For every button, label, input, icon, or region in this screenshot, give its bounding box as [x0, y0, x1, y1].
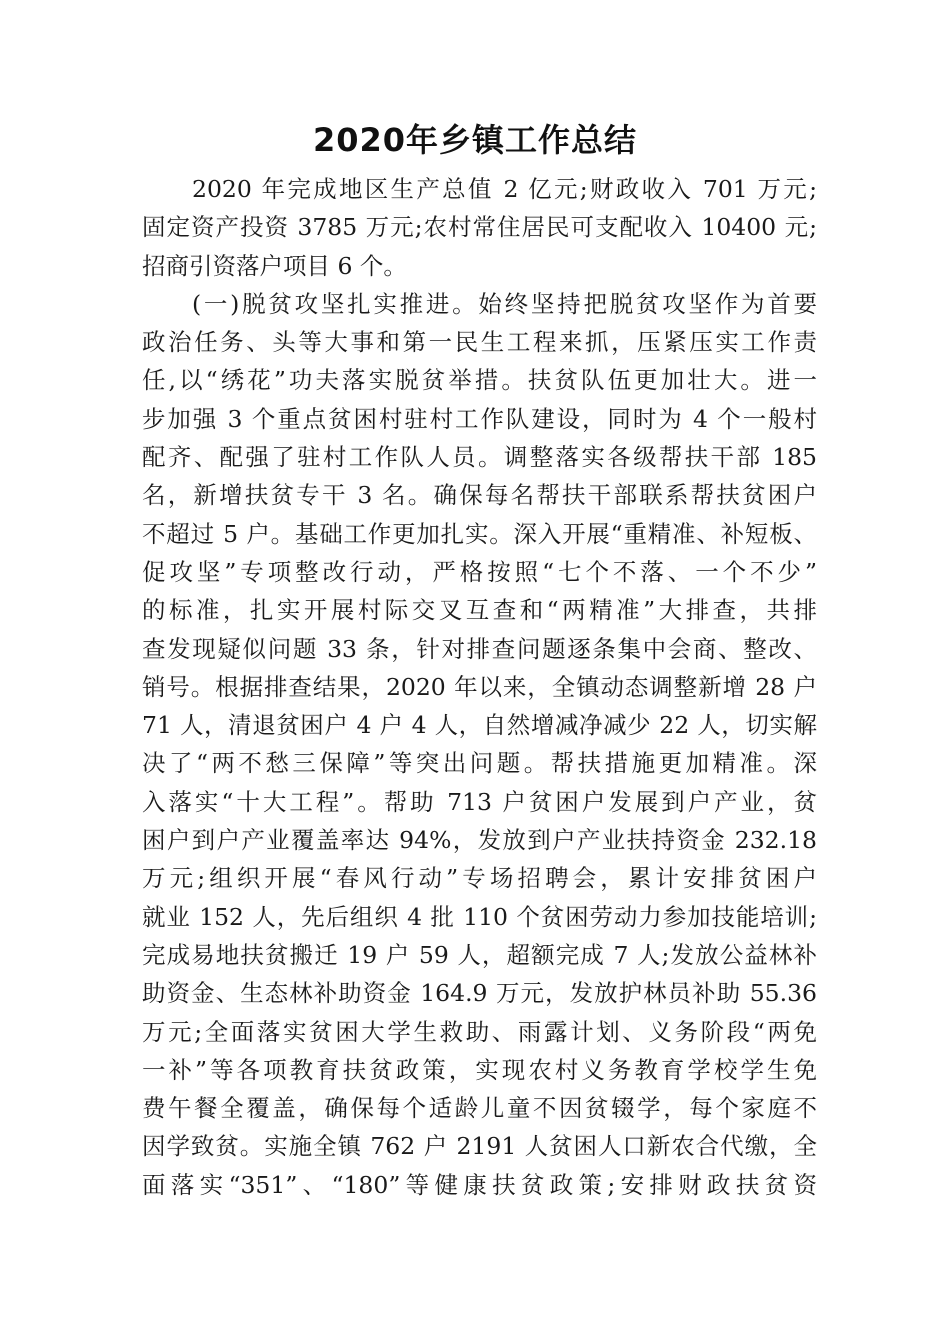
paragraph-line: 任,以“绣花”功夫落实脱贫举措。扶贫队伍更加壮大。进一: [142, 366, 817, 395]
paragraph-line: 销号。根据排查结果，2020 年以来，全镇动态调整新增 28 户: [142, 672, 817, 701]
paragraph-line: (一)脱贫攻坚扎实推进。始终坚持把脱贫攻坚作为首要: [192, 289, 817, 318]
paragraph-line: 政治任务、头等大事和第一民生工程来抓，压紧压实工作责: [142, 328, 817, 357]
paragraph-line: 决了“两不愁三保障”等突出问题。帮扶措施更加精准。深: [142, 749, 817, 778]
paragraph-line: 万元;组织开展“春风行动”专场招聘会，累计安排贫困户: [142, 864, 817, 893]
paragraph-line: 促攻坚”专项整改行动，严格按照“七个不落、一个不少”: [142, 557, 817, 586]
paragraph-line: 完成易地扶贫搬迁 19 户 59 人，超额完成 7 人;发放公益林补: [142, 940, 817, 969]
paragraph-line: 查发现疑似问题 33 条，针对排查问题逐条集中会商、整改、: [142, 634, 817, 663]
paragraph-summary: [142, 170, 817, 285]
paragraph-line: 步加强 3 个重点贫困村驻村工作队建设，同时为 4 个一般村: [142, 404, 817, 433]
paragraph-line: 固定资产投资 3785 万元;农村常住居民可支配收入 10400 元;: [142, 213, 817, 242]
paragraph-line: 入落实“十大工程”。帮助 713 户贫困户发展到户产业，贫: [142, 787, 817, 816]
paragraph-line: 一补”等各项教育扶贫政策，实现农村义务教育学校学生免: [142, 1055, 817, 1084]
paragraph-line: 不超过 5 户。基础工作更加扎实。深入开展“重精准、补短板、: [142, 519, 817, 548]
paragraph-line: 就业 152 人，先后组织 4 批 110 个贫困劳动力参加技能培训;: [142, 902, 817, 931]
paragraph-line: 名，新增扶贫专干 3 名。确保每名帮扶干部联系帮扶贫困户: [142, 481, 817, 510]
paragraph-line: 困户到户产业覆盖率达 94%，发放到户产业扶持资金 232.18: [142, 826, 817, 855]
paragraph-line: 招商引资落户项目 6 个。: [142, 251, 407, 280]
document-body: [142, 170, 817, 1204]
paragraph-line: 71 人，清退贫困户 4 户 4 人，自然增减净减少 22 人，切实解: [142, 711, 817, 740]
paragraph-line: 万元;全面落实贫困大学生救助、雨露计划、义务阶段“两免: [142, 1017, 817, 1046]
paragraph-line: 配齐、配强了驻村工作队人员。调整落实各级帮扶干部 185: [142, 443, 817, 472]
paragraph-line: 助资金、生态林补助资金 164.9 万元，发放护林员补助 55.36: [142, 979, 817, 1008]
paragraph-line: 2020 年完成地区生产总值 2 亿元;财政收入 701 万元;: [192, 175, 817, 203]
paragraph-line: 费午餐全覆盖，确保每个适龄儿童不因贫辍学，每个家庭不: [142, 1094, 817, 1123]
paragraph-line: 面落实“351”、“180”等健康扶贫政策;安排财政扶贫资: [142, 1170, 817, 1199]
paragraph-line: 因学致贫。实施全镇 762 户 2191 人贫困人口新农合代缴，全: [142, 1132, 817, 1161]
paragraph-line: 的标准，扎实开展村际交叉互查和“两精准”大排查，共排: [142, 596, 817, 625]
paragraph-poverty-alleviation: [142, 285, 817, 1204]
document-title: 2020年乡镇工作总结: [312, 121, 638, 159]
